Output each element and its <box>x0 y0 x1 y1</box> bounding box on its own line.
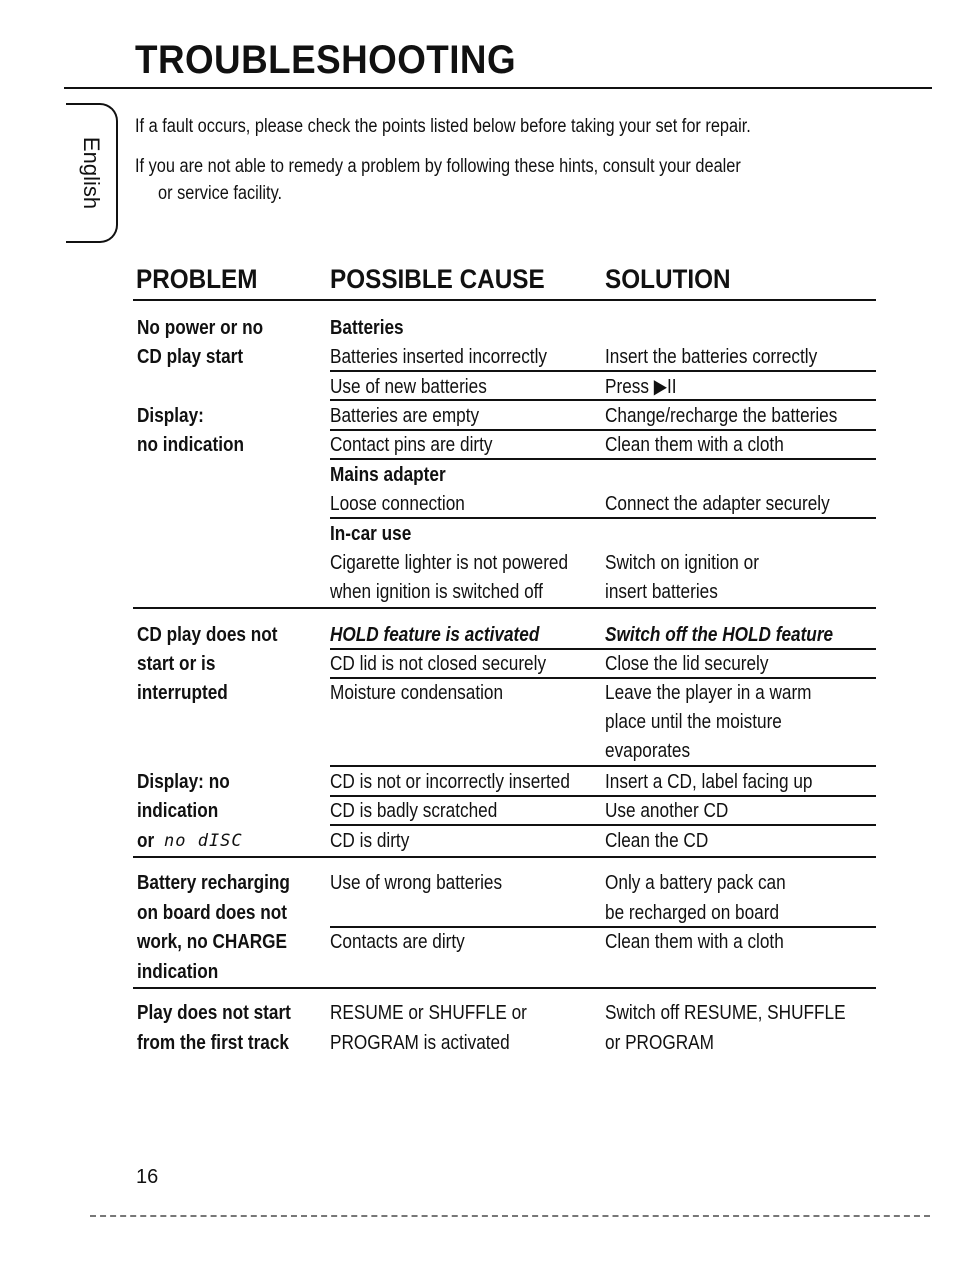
problem-text: or <box>137 830 155 852</box>
lcd-message: no dISC <box>164 831 243 851</box>
page-number: 16 <box>136 1166 159 1188</box>
page-title: TROUBLESHOOTING <box>135 38 517 82</box>
cause-text: when ignition is switched off <box>330 581 543 603</box>
cause-text: CD is badly scratched <box>330 800 498 822</box>
solution-text: Clean them with a cloth <box>605 434 784 456</box>
solution-text: Change/recharge the batteries <box>605 405 838 427</box>
cause-text: CD is not or incorrectly inserted <box>330 771 570 793</box>
solution-text: or PROGRAM <box>605 1032 714 1054</box>
problem-text: work, no CHARGE <box>137 931 288 953</box>
solution-text: evaporates <box>605 740 691 762</box>
problem-text: CD play start <box>137 346 244 368</box>
title-rule <box>64 87 932 89</box>
cause-subhead: In-car use <box>330 523 412 545</box>
section-divider <box>133 856 876 858</box>
row-divider <box>330 517 876 519</box>
solution-text: Insert a CD, label facing up <box>605 771 813 793</box>
solution-text: Leave the player in a warm <box>605 682 812 704</box>
intro-line-3: or service facility. <box>158 183 283 204</box>
problem-text: No power or no <box>137 317 264 339</box>
solution-text: insert batteries <box>605 581 718 603</box>
problem-text: Battery recharging <box>137 872 290 894</box>
cause-text: Contacts are dirty <box>330 931 465 953</box>
problem-text: Play does not start <box>137 1002 291 1024</box>
header-rule <box>133 299 876 301</box>
solution-text: Only a battery pack can <box>605 872 786 894</box>
solution-text: Clean them with a cloth <box>605 931 784 953</box>
cause-text: PROGRAM is activated <box>330 1032 510 1054</box>
cause-text: Moisture condensation <box>330 682 504 704</box>
row-divider <box>330 370 876 372</box>
intro-line-2: If you are not able to remedy a problem by following these hints, consult your dealer <box>135 156 741 177</box>
intro-line-1: If a fault occurs, please check the points listed below before taking your set for repair. <box>135 116 751 137</box>
section-divider <box>133 987 876 989</box>
scan-edge-artifact <box>90 1215 930 1217</box>
problem-text: interrupted <box>137 682 228 704</box>
row-divider <box>330 926 876 928</box>
problem-text: Display: <box>137 405 204 427</box>
cause-subhead: Mains adapter <box>330 464 446 486</box>
solution-text: Press ▶II <box>605 376 677 398</box>
row-divider <box>330 399 876 401</box>
solution-text: Close the lid securely <box>605 653 769 675</box>
row-divider <box>330 648 876 650</box>
solution-text: place until the moisture <box>605 711 782 733</box>
problem-text: from the first track <box>137 1032 289 1054</box>
cause-text: RESUME or SHUFFLE or <box>330 1002 527 1024</box>
problem-text: no indication <box>137 434 245 456</box>
row-divider <box>330 677 876 679</box>
header-problem: PROBLEM <box>136 264 258 294</box>
cause-text: CD lid is not closed securely <box>330 653 547 675</box>
header-cause: POSSIBLE CAUSE <box>330 264 545 294</box>
problem-text: on board does not <box>137 902 288 924</box>
problem-text: indication <box>137 800 219 822</box>
problem-text: CD play does not <box>137 624 278 646</box>
solution-text: Clean the CD <box>605 830 709 852</box>
problem-text: indication <box>137 961 219 983</box>
cause-text: Batteries inserted incorrectly <box>330 346 548 368</box>
solution-text: Switch off RESUME, SHUFFLE <box>605 1002 846 1024</box>
row-divider <box>330 458 876 460</box>
solution-text: be recharged on board <box>605 902 780 924</box>
language-tab-label: English <box>79 136 104 210</box>
cause-text: Use of wrong batteries <box>330 872 503 894</box>
section-divider <box>330 765 876 767</box>
solution-text: Connect the adapter securely <box>605 493 830 515</box>
cause-text: HOLD feature is activated <box>330 624 540 646</box>
cause-text: Loose connection <box>330 493 465 515</box>
cause-text: Use of new batteries <box>330 376 487 398</box>
row-divider <box>330 795 876 797</box>
cause-text: CD is dirty <box>330 830 410 852</box>
cause-text: Batteries are empty <box>330 405 480 427</box>
solution-text: Insert the batteries correctly <box>605 346 818 368</box>
row-divider <box>330 429 876 431</box>
language-tab <box>66 103 118 243</box>
section-divider <box>133 607 876 609</box>
problem-text: start or is <box>137 653 216 675</box>
solution-text: Switch off the HOLD feature <box>605 624 834 646</box>
problem-text: Display: no <box>137 771 230 793</box>
cause-subhead: Batteries <box>330 317 404 339</box>
solution-text: Switch on ignition or <box>605 552 759 574</box>
cause-text: Cigarette lighter is not powered <box>330 552 569 574</box>
cause-text: Contact pins are dirty <box>330 434 493 456</box>
header-solution: SOLUTION <box>605 264 731 294</box>
solution-text: Use another CD <box>605 800 729 822</box>
row-divider <box>330 824 876 826</box>
